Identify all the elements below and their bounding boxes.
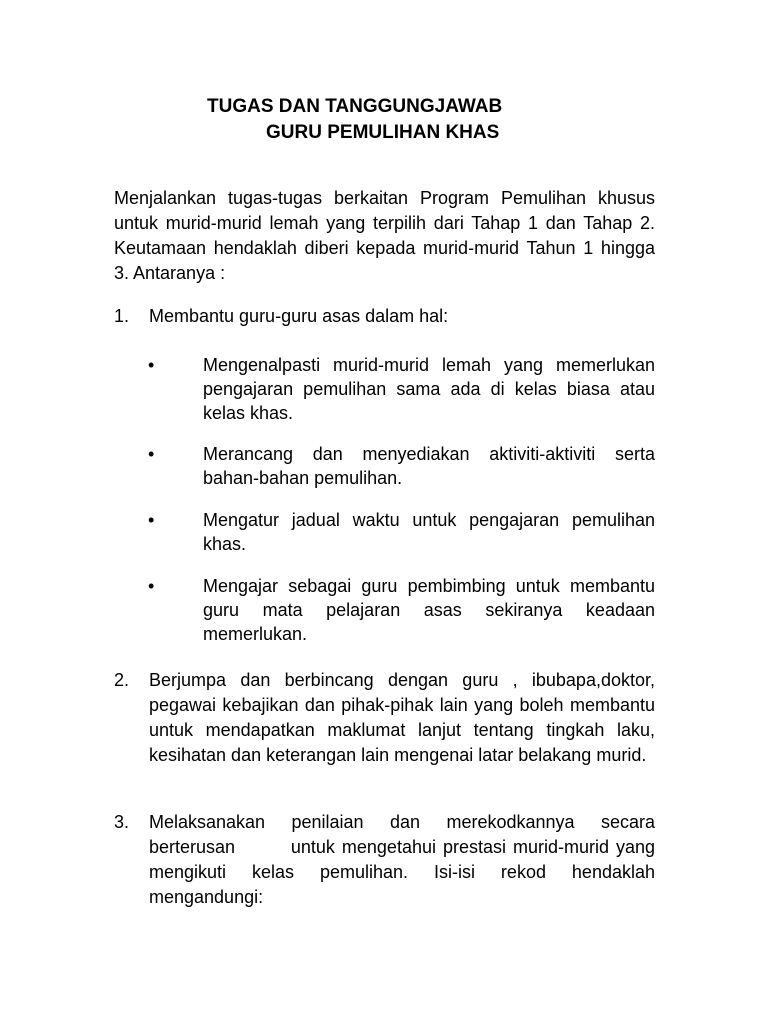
- document-title-line-1: TUGAS DAN TANGGUNGJAWAB: [207, 96, 503, 117]
- bullet-text: Mengatur jadual waktu untuk pengajaran pemulihan khas.: [203, 510, 655, 554]
- bullet-item-4: [148, 574, 655, 646]
- item-number: 1.: [114, 306, 130, 326]
- item-text: Melaksanakan penilaian dan merekodkannya secara berterusan untuk mengetahui prestasi murid-murid yang mengikuti kelas pemulihan. Isi-isi rekod hendaklah mengandungi:: [149, 812, 661, 907]
- numbered-item-3: [114, 810, 661, 910]
- numbered-item-2: [114, 668, 655, 768]
- bullet-icon: •: [148, 576, 155, 596]
- bullet-text: Mengenalpasti murid-murid lemah yang memerlukan pengajaran pemulihan sama ada di kelas biasa atau kelas khas.: [203, 355, 655, 423]
- item-text: Berjumpa dan berbincang dengan guru , ibubapa,doktor, pegawai kebajikan dan pihak-pihak lain yang boleh membantu untuk mendapatkan maklumat lanjut tentang tingkah laku, kesihatan dan keterangan lain mengenai latar belakang murid.: [149, 670, 655, 765]
- item-number: 3.: [114, 812, 130, 832]
- intro-paragraph: Menjalankan tugas-tugas berkaitan Program Pemulihan khusus untuk murid-murid lemah yang terpilih dari Tahap 1 dan Tahap 2. Keutamaan hendaklah diberi kepada murid-murid Tahun 1 hingga 3. Antaranya :: [114, 188, 655, 283]
- bullet-icon: •: [148, 510, 155, 530]
- document-title-line-2: GURU PEMULIHAN KHAS: [266, 122, 500, 143]
- bullet-icon: •: [148, 444, 155, 464]
- bullet-item-3: [148, 508, 655, 556]
- bullet-text: Merancang dan menyediakan aktiviti-aktiviti serta bahan-bahan pemulihan.: [203, 444, 655, 488]
- bullet-icon: •: [148, 355, 155, 375]
- item-number: 2.: [114, 670, 130, 690]
- bullet-item-2: [148, 442, 655, 490]
- item-text: Membantu guru-guru asas dalam hal:: [149, 306, 449, 326]
- bullet-item-1: [148, 353, 655, 425]
- numbered-item-1: [114, 304, 655, 329]
- bullet-text: Mengajar sebagai guru pembimbing untuk membantu guru mata pelajaran asas sekiranya keadaan memerlukan.: [203, 576, 655, 644]
